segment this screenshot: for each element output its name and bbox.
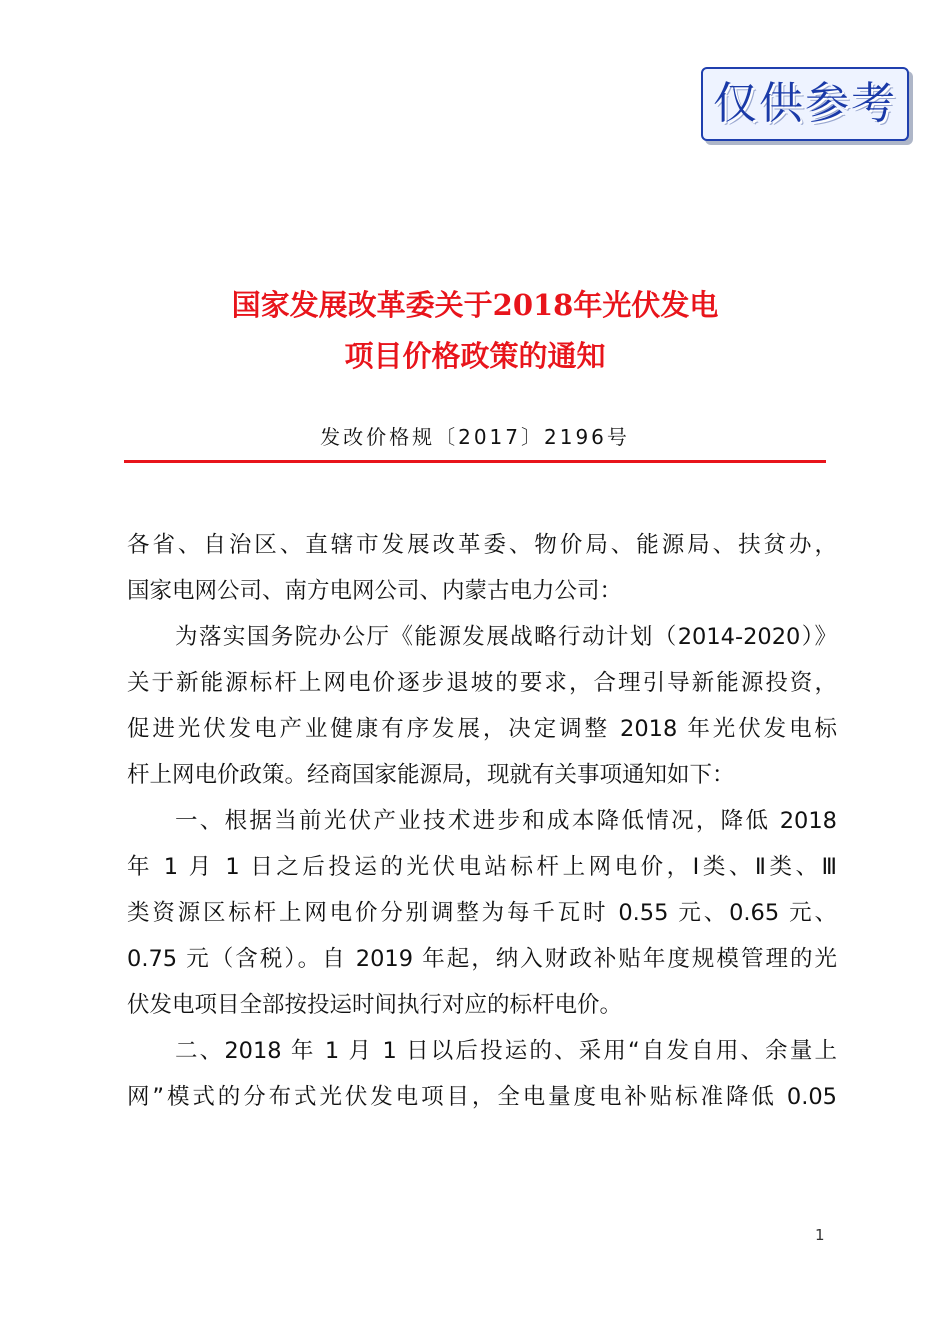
document-title-line-2: 项目价格政策的通知 bbox=[344, 339, 606, 373]
body-line: 一、根据当前光伏产业技术进步和成本降低情况，降低 2018 bbox=[175, 808, 837, 834]
body-line: 杆上网电价政策。经商国家能源局，现就有关事项通知如下： bbox=[127, 762, 735, 788]
reference-stamp bbox=[701, 67, 909, 141]
body-line: 伏发电项目全部按投运时间执行对应的标杆电价。 bbox=[127, 992, 623, 1018]
document-title-line-1: 国家发展改革委关于2018年光伏发电 bbox=[231, 288, 719, 322]
body-line: 网”模式的分布式光伏发电项目，全电量度电补贴标准降低 0.05 bbox=[127, 1084, 837, 1110]
body-line: 为落实国务院办公厅《能源发展战略行动计划（2014-2020）》 bbox=[175, 624, 837, 650]
body-line: 0.75 元（含税）。自 2019 年起，纳入财政补贴年度规模管理的光 bbox=[127, 946, 837, 972]
page-number: 1 bbox=[815, 1226, 825, 1244]
red-divider-line bbox=[124, 460, 826, 463]
document-body bbox=[127, 522, 837, 1120]
body-line: 各省、自治区、直辖市发展改革委、物价局、能源局、扶贫办， bbox=[127, 532, 837, 558]
document-number: 发改价格规〔2017〕2196号 bbox=[320, 425, 630, 449]
stamp-text: 仅供参考 bbox=[713, 78, 897, 129]
body-line: 年 1 月 1 日之后投运的光伏电站标杆上网电价，Ⅰ类、Ⅱ类、Ⅲ bbox=[127, 854, 837, 880]
body-line: 国家电网公司、南方电网公司、内蒙古电力公司： bbox=[127, 578, 623, 604]
body-line: 类资源区标杆上网电价分别调整为每千瓦时 0.55 元、0.65 元、 bbox=[127, 900, 837, 926]
body-line: 关于新能源标杆上网电价逐步退坡的要求，合理引导新能源投资， bbox=[127, 670, 837, 696]
body-line: 二、2018 年 1 月 1 日以后投运的、采用“自发自用、余量上 bbox=[175, 1038, 837, 1064]
body-line: 促进光伏发电产业健康有序发展，决定调整 2018 年光伏发电标 bbox=[127, 716, 837, 742]
